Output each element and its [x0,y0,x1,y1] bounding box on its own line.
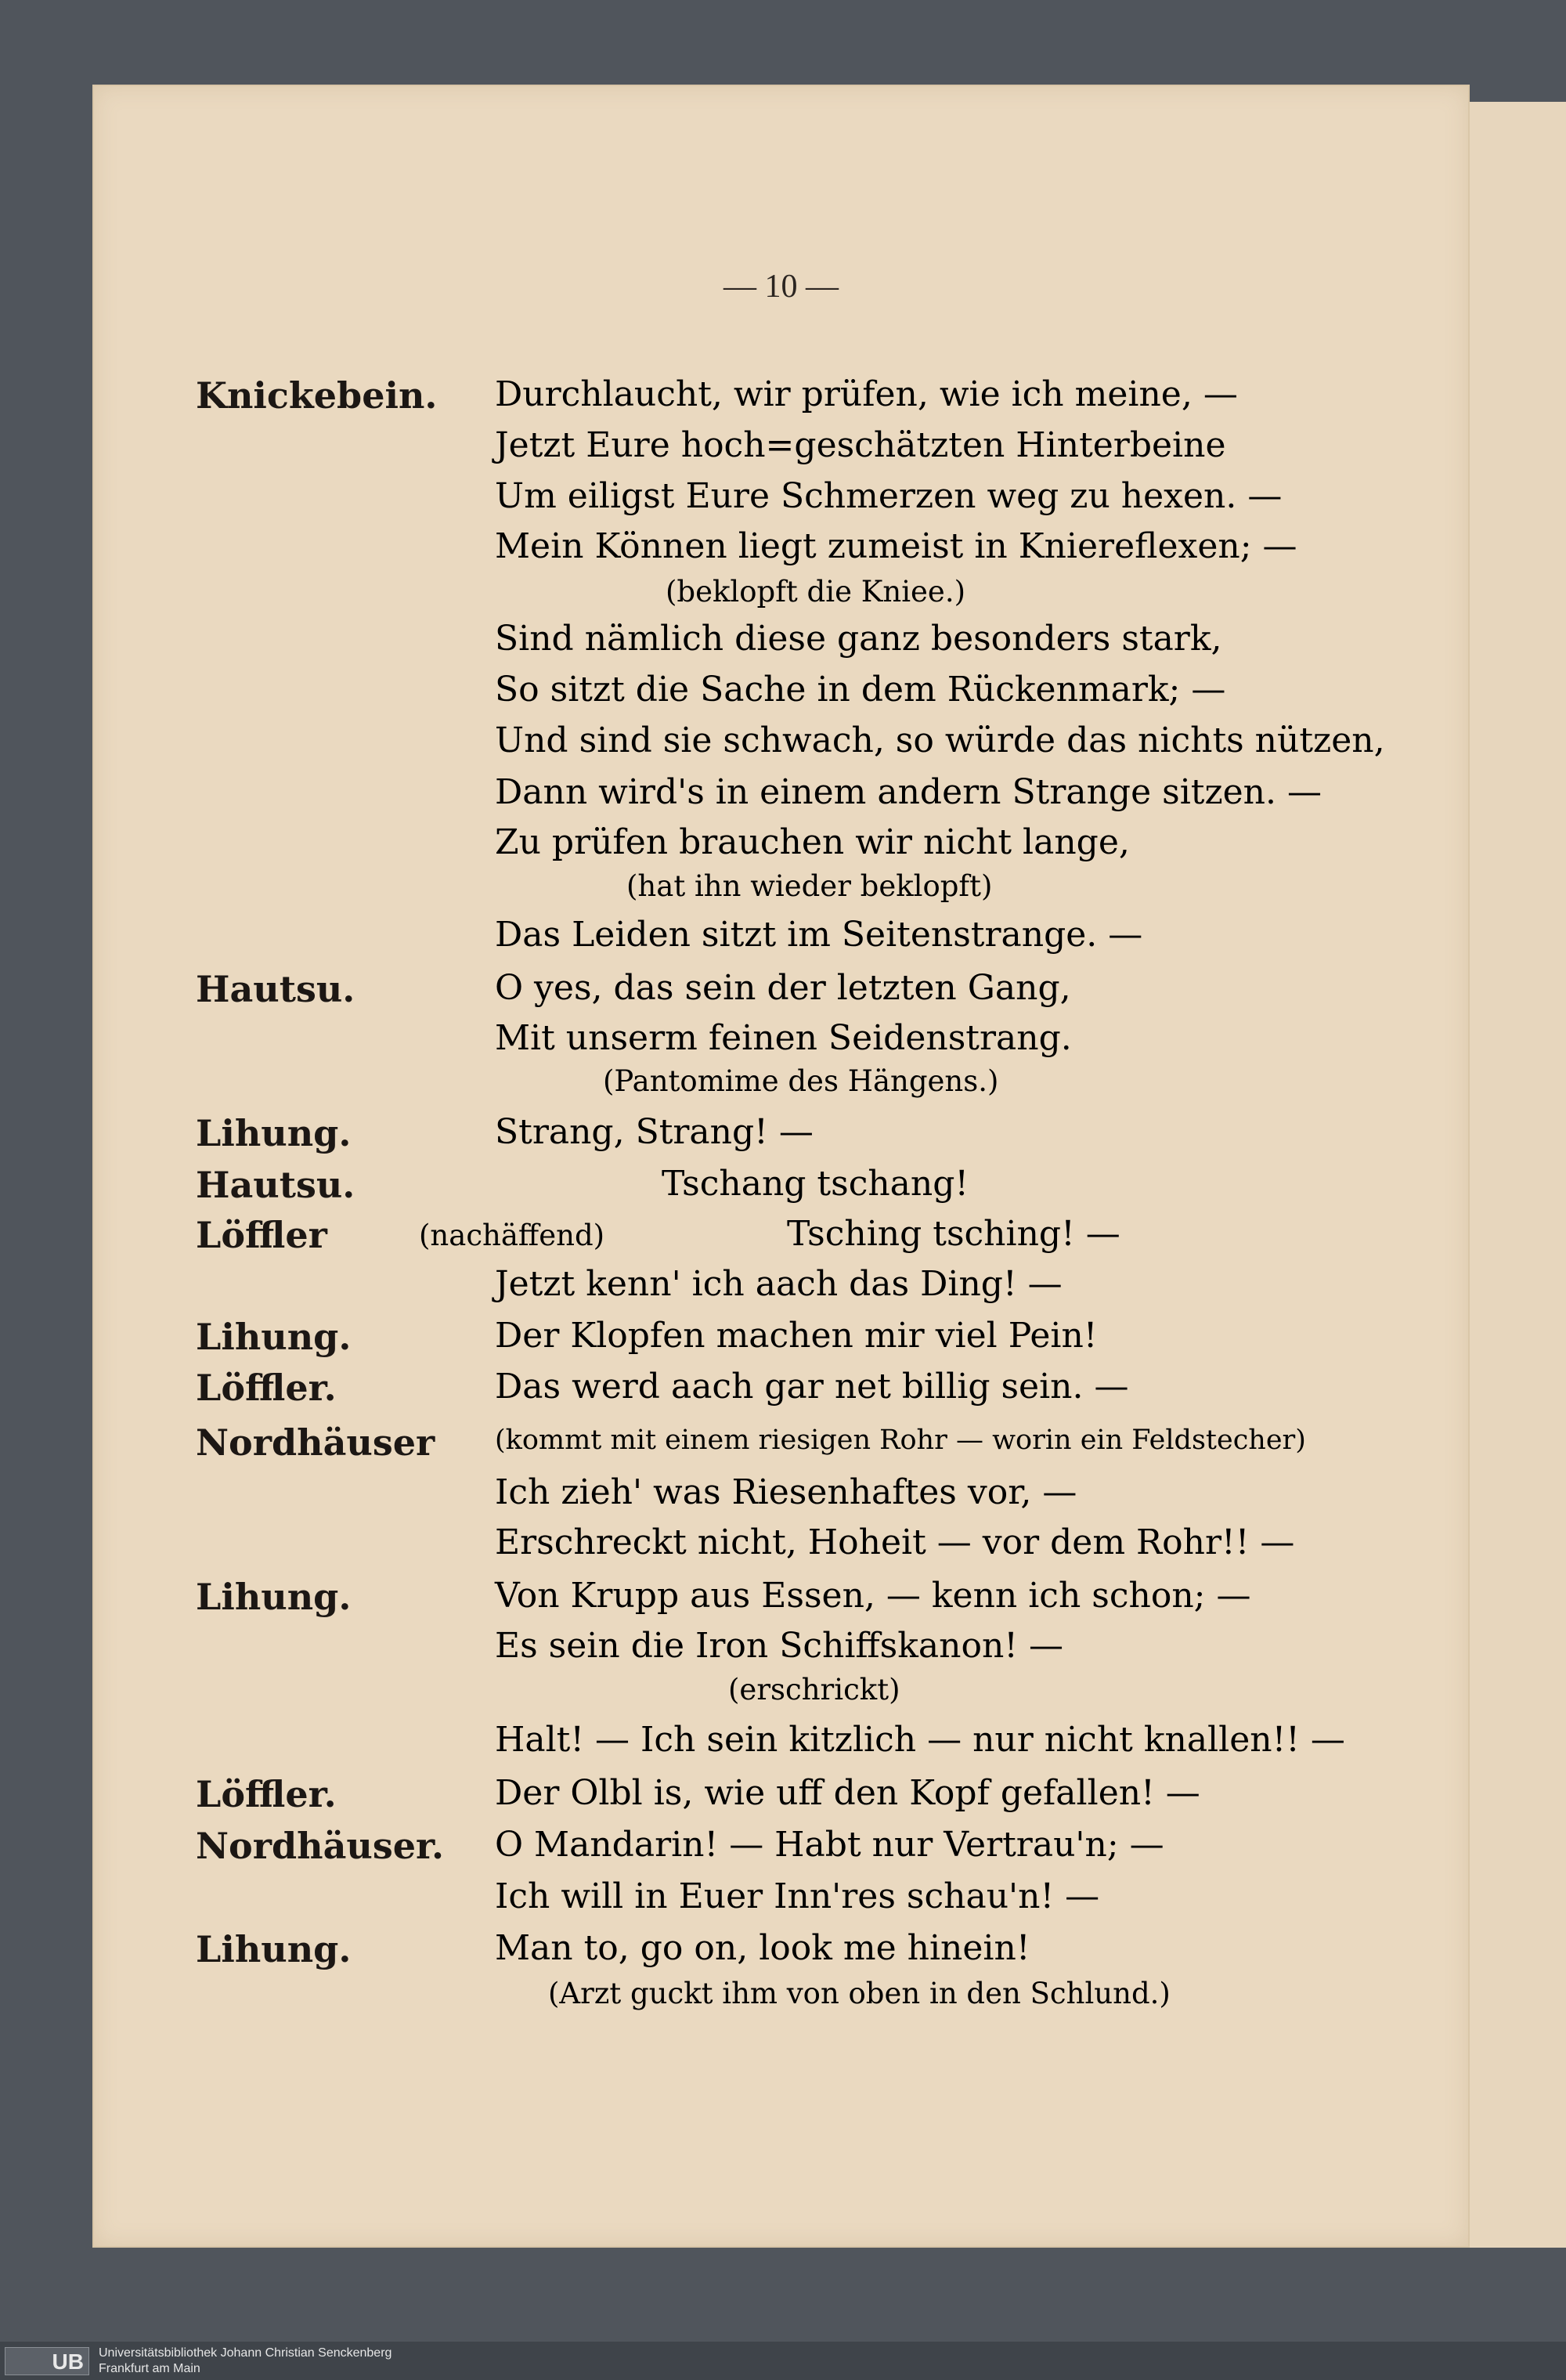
verse-line: Tschang tschang! [662,1164,969,1204]
page-number: — 10 — [723,269,839,305]
verse-line: Das Leiden sitzt im Seitenstrange. — [495,915,1143,955]
library-name: Universitätsbibliothek Johann Christian Senckenberg [99,2346,392,2360]
ub-logo: UB [5,2347,89,2375]
inline-stage-direction: (nachäffend) [419,1219,605,1252]
verse-line: Mit unserm feinen Seidenstrang. [495,1018,1072,1058]
verse-line: Das werd aach gar net billig sein. — [495,1367,1129,1407]
verse-line: Strang, Strang! — [495,1112,814,1152]
speaker-name: Nordhäuser [196,1421,435,1464]
verse-line: Sind nämlich diese ganz besonders stark, [495,619,1222,659]
verse-line: Zu prüfen brauchen wir nicht lange, [495,822,1130,862]
verse-line: Es sein die Iron Schiffskanon! — [495,1626,1063,1666]
verse-line: Um eiligst Eure Schmerzen weg zu hexen. — [495,476,1283,516]
verse-line: Tsching tsching! — [787,1214,1120,1254]
verse-line: O yes, das sein der letzten Gang, [495,968,1071,1008]
verse-line: Jetzt Eure hoch=geschätzten Hinterbeine [495,425,1226,465]
speaker-name: Hautsu. [196,1164,355,1206]
stage-direction: (beklopft die Kniee.) [666,575,966,609]
verse-line: Durchlaucht, wir prüfen, wie ich meine, — [495,374,1238,414]
verse-line: Ich will in Euer Inn'res schau'n! — [495,1876,1100,1916]
speaker-name: Löffler. [196,1773,337,1815]
verse-line: Der Olbl is, wie uff den Kopf gefallen! — [495,1773,1200,1813]
verse-line: Und sind sie schwach, so würde das nichts nützen, [495,721,1385,760]
speaker-name: Lihung. [196,1928,352,1970]
speaker-name: Lihung. [196,1112,352,1154]
verse-line: O Mandarin! — Habt nur Vertrau'n; — [495,1825,1164,1865]
stage-direction: (hat ihn wieder beklopft) [626,869,993,903]
verse-line: Der Klopfen machen mir viel Pein! [495,1316,1098,1356]
stage-direction: (erschrickt) [728,1673,900,1706]
stage-direction: (kommt mit einem riesigen Rohr — worin ein Feldstecher) [495,1425,1306,1456]
verse-line: Halt! — Ich sein kitzlich — nur nicht knallen!! — [495,1720,1345,1760]
verse-line: Ich zieh' was Riesenhaftes vor, — [495,1472,1077,1512]
verse-line: Mein Können liegt zumeist in Kniereflexen; — [495,526,1297,566]
stage-direction: (Arzt guckt ihm von oben in den Schlund.) [548,1977,1171,2010]
verse-line: Jetzt kenn' ich aach das Ding! — [495,1264,1063,1304]
verse-line: Erschreckt nicht, Hoheit — vor dem Rohr!! — [495,1522,1295,1562]
stage-direction: (Pantomime des Hängens.) [603,1064,999,1098]
verse-line: Von Krupp aus Essen, — kenn ich schon; — [495,1576,1251,1616]
speaker-name: Löffler. [196,1367,337,1409]
verse-line: Dann wird's in einem andern Strange sitzen. — [495,772,1322,812]
library-city: Frankfurt am Main [99,2362,200,2375]
speaker-name: Lihung. [196,1576,352,1618]
speaker-name: Lihung. [196,1316,352,1358]
speaker-name: Löffler [196,1214,327,1256]
speaker-name: Knickebein. [196,374,438,417]
speaker-name: Hautsu. [196,968,355,1010]
verse-line: So sitzt die Sache in dem Rückenmark; — [495,670,1226,710]
verse-line: Man to, go on, look me hinein! [495,1928,1030,1968]
speaker-name: Nordhäuser. [196,1825,445,1867]
adjacent-page-edge [1464,102,1566,2248]
